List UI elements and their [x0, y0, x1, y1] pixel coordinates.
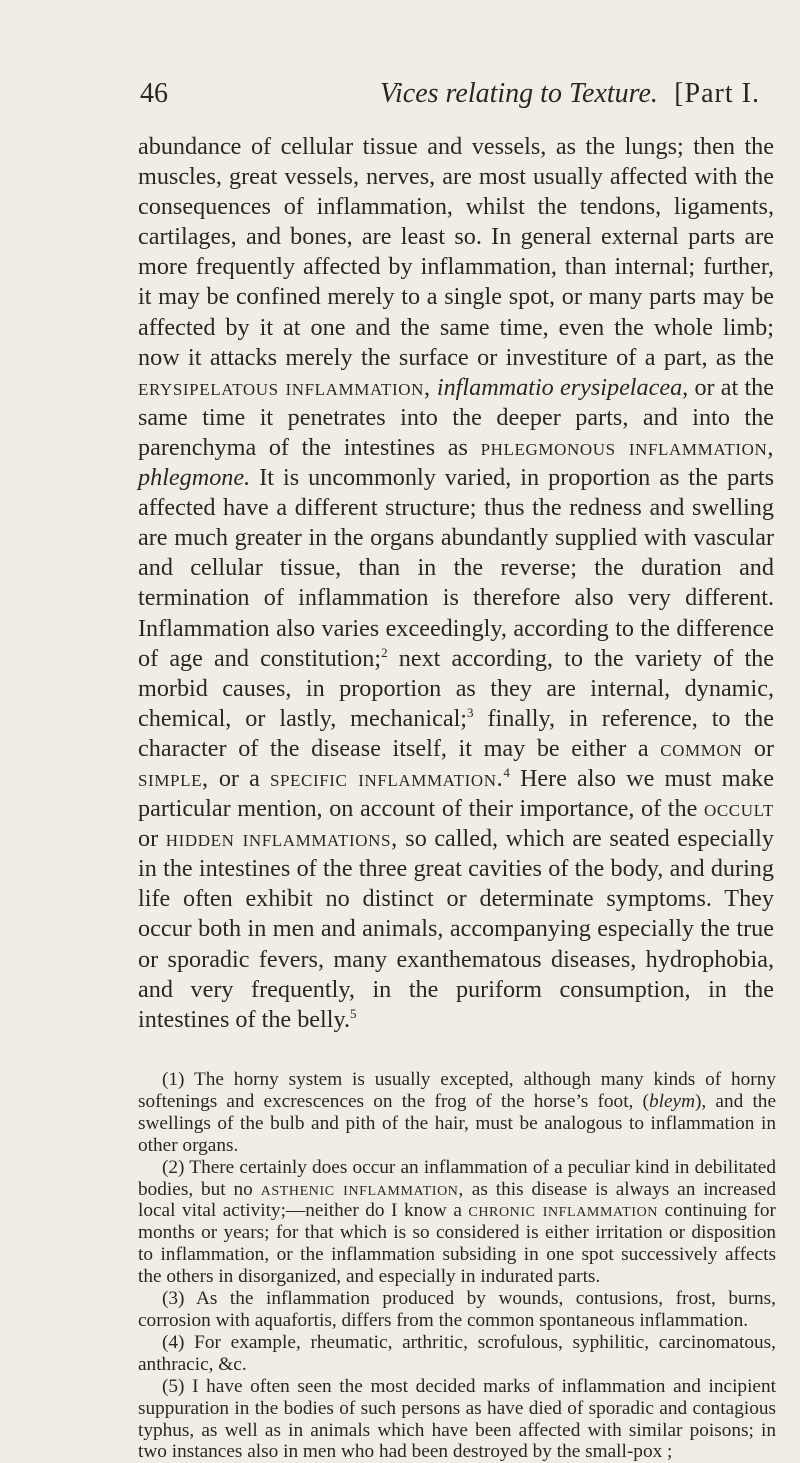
- text-run: or: [138, 825, 166, 853]
- text-run: or at the same time it penetrates into the deeper parts, and into the parenchyma of the intestines as: [138, 373, 775, 461]
- italic-term: bleym: [648, 1090, 696, 1112]
- running-header: [140, 78, 760, 118]
- part-label: [Part I.: [674, 78, 760, 109]
- footnote-3: (3) As the inflammation produced by wounds, contusions, frost, burns, corrosion with aquafortis, differs from the common spontaneous inflammation.: [138, 1288, 776, 1331]
- text-run: so called, which are seated especially in the intestines of the three great cavities of the body, and during life often exhibit no distinct or determinate symptoms. They occur both in men and animals, accompanying especially the true or sporadic fevers, many exanthematous diseases, hydrophobia, and very frequently, in the puriform consumption, in the intestines of the belly.: [138, 825, 774, 1033]
- page-number: 46: [140, 78, 168, 109]
- footnote-ref: 5: [350, 1005, 357, 1021]
- term-phlegmonous: phlegmonous inflammation,: [480, 433, 774, 461]
- footnote-text: as this disease is always an increased local vital activity;—neither do I know a: [138, 1178, 776, 1222]
- footnote-text: ), and the swellings of the bulb and pith of the hair, must be analogous to inflammation in other organs.: [138, 1090, 777, 1156]
- text-run: or: [742, 734, 774, 762]
- footnote-1: [138, 1069, 776, 1157]
- footnotes: [138, 1069, 776, 1463]
- footnote-text: (1) The horny system is usually excepted, although many kinds of horny softenings and excrescences on the frog of the horse’s foot, (: [138, 1069, 776, 1112]
- text-run: next according, to the variety of the morbid causes, in proportion as they are internal, dynamic, chemical, or lastly, mechanical;: [138, 644, 774, 732]
- text-run: Here also we must make particular mention, on account of their importance, of the: [138, 764, 774, 823]
- running-title: Vices relating to Texture.: [380, 78, 658, 109]
- footnote-ref: 3: [467, 704, 474, 720]
- footnote-text: continuing for months or years; for that which is so considered is either irritation or disposition to inflammation, or the inflammation subsiding in one spot successively affects the others in disorganized, and especially in indurated parts.: [138, 1200, 776, 1288]
- term-asthenic: asthenic inflammation,: [260, 1178, 464, 1200]
- term-common: common: [660, 734, 743, 762]
- text-run: abundance of cellular tissue and vessels, as the lungs; then the muscles, great vessels, nerves, are most usually affected with the consequences of inflammation, whilst the tendons, ligaments, cartilages, and bones, are least so. In general external parts are more frequently affected by inflammation, than internal; further, it may be confined merely to a single spot, or many parts may be affected by it at one and the same time, even the whole limb; now it attacks merely the surface or investiture of a part, as the: [138, 133, 774, 371]
- text-run: finally, in reference, to the character of the disease itself, it may be either a: [138, 704, 775, 762]
- footnote-2: [138, 1157, 776, 1288]
- term-simple: simple,: [138, 764, 209, 792]
- term-chronic: chronic inflammation: [468, 1200, 659, 1222]
- term-specific: specific inflammation.: [269, 764, 504, 792]
- main-paragraph: [138, 132, 774, 1035]
- term-erysipelatous: erysipelatous inflammation,: [138, 373, 431, 401]
- term-occult: occult: [703, 795, 774, 823]
- latin-term: inflammatio erysipelacea,: [436, 373, 689, 401]
- text-run: or a: [208, 764, 270, 792]
- footnote-text: (2) There certainly does occur an inflammation of a peculiar kind in debilitated bodies, but no: [138, 1156, 776, 1200]
- main-text: [138, 132, 774, 1035]
- footnote-ref: 2: [381, 644, 388, 660]
- footnote-5: (5) I have often seen the most decided marks of inflammation and incipient suppuration in the bodies of such persons as have died of sporadic and contagious typhus, as well as in animals which have been affected with similar poisons; in two instances also in men who had been destroyed by the small-pox ;: [138, 1375, 776, 1463]
- term-hidden: hidden inflammations,: [165, 825, 398, 853]
- text-run: It is uncommonly varied, in proportion as the parts affected have a different structure; thus the redness and swelling are much greater in the organs abundantly supplied with vascular and cellular tissue, than in the reverse; the duration and termination of inflammation is therefore also very different. Inflammation also varies exceedingly, according to the difference of age and constitution;: [138, 464, 774, 672]
- footnote-4: (4) For example, rheumatic, arthritic, scrofulous, syphilitic, carcinomatous, anthracic, &c.: [138, 1331, 776, 1375]
- footnote-ref: 4: [503, 764, 510, 780]
- latin-term: phlegmone.: [138, 464, 251, 492]
